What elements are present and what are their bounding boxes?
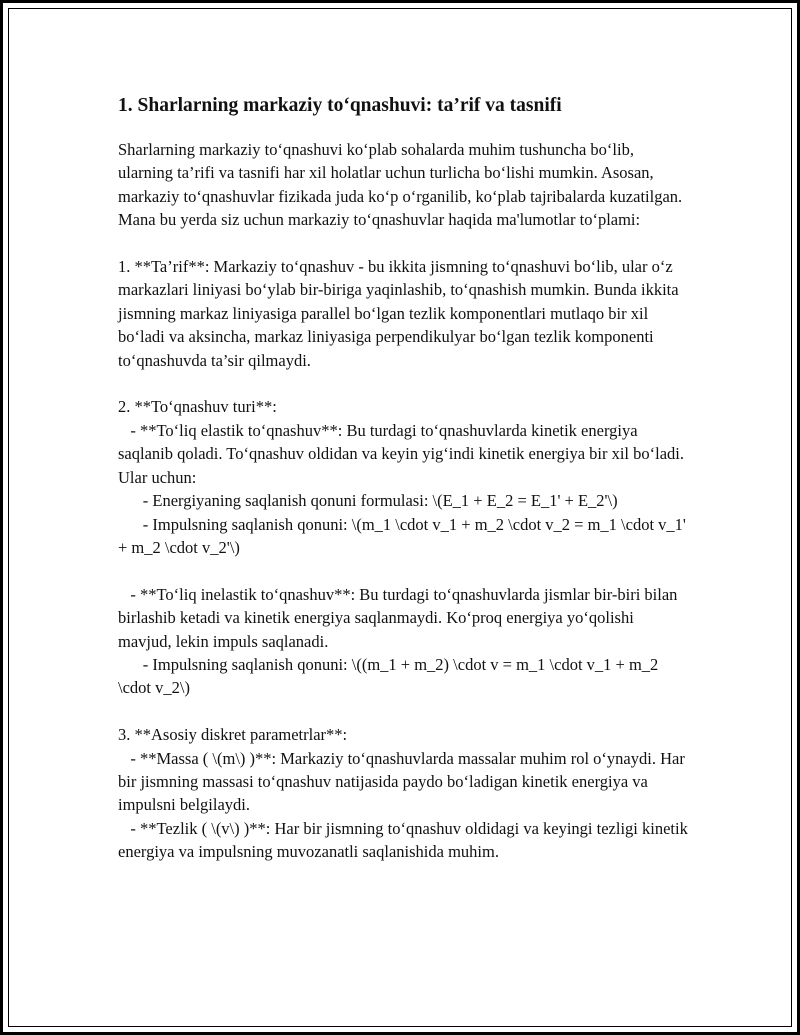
document-content — [118, 92, 688, 864]
body-text: Sharlarning markaziy to‘qnashuvi ko‘plab sohalarda muhim tushuncha bo‘lib, ularning ta’rifi va tasnifi har xil holatlar uchun turlicha bo‘lishi mumkin. Asosan, markaziy to‘qnashuvlar fizikada juda ko‘p o‘rganilib, ko‘plab tajribalarda kuzatilgan. Mana bu yerda siz uchun markaziy to‘qnashuvlar haqida ma'lumotlar to‘plami: 1. **Ta’rif**: Markaziy to‘qnashuv - bu ikkita jismning to‘qnashuvi bo‘lib, ular o‘z markazlari liniyasi bo‘ylab bir-biriga yaqinlashib, to‘qnashish mumkin. Bunda ikkita jismning markaz liniyasiga parallel bo‘lgan tezlik komponentlari mutlaqo bir xil bo‘ladi va aksincha, markaz liniyasiga perpendikulyar bo‘lgan tezlik komponenti to‘qnashuvda ta’sir qilmaydi. 2. **To‘qnashuv turi**: - **To‘liq elastik to‘qnashuv**: Bu turdagi to‘qnashuvlarda kinetik energiya saqlanib qoladi. To‘qnashuv oldidan va keyin yig‘indi kinetik energiya bir xil bo‘ladi. Ular uchun: - Energiyaning saqlanish qonuni formulasi: \(E_1 + E_2 = E_1' + E_2'\) - Impulsning saqlanish qonuni: \(m_1 \cdot v_1 + m_2 \cdot v_2 = m_1 \cdot v_1' + m_2 \cdot v_2'\) - **To‘liq inelastik to‘qnashuv**: Bu turdagi to‘qnashuvlarda jismlar bir-biri bilan birlashib ketadi va kinetik energiya saqlanmaydi. Ko‘proq energiya yo‘qolishi mavjud, lekin impuls saqlanadi. - Impulsning saqlanish qonuni: \((m_1 + m_2) \cdot v = m_1 \cdot v_1 + m_2 \cdot v_2\) 3. **Asosiy diskret parametrlar**: - **Massa ( \(m\) )**: Markaziy to‘qnashuvlarda massalar muhim rol o‘ynaydi. Har bir jismning massasi to‘qnashuv natijasida paydo bo‘ladigan kinetik energiya va impulsni belgilaydi. - **Tezlik ( \(v\) )**: Har bir jismning to‘qnashuv oldidagi va keyingi tezligi kinetik energiya va impulsning muvozanatli saqlanishida muhim. — [118, 140, 688, 862]
section-heading: 1. Sharlarning markaziy to‘qnashuvi: ta’rif va tasnifi — [118, 95, 562, 116]
